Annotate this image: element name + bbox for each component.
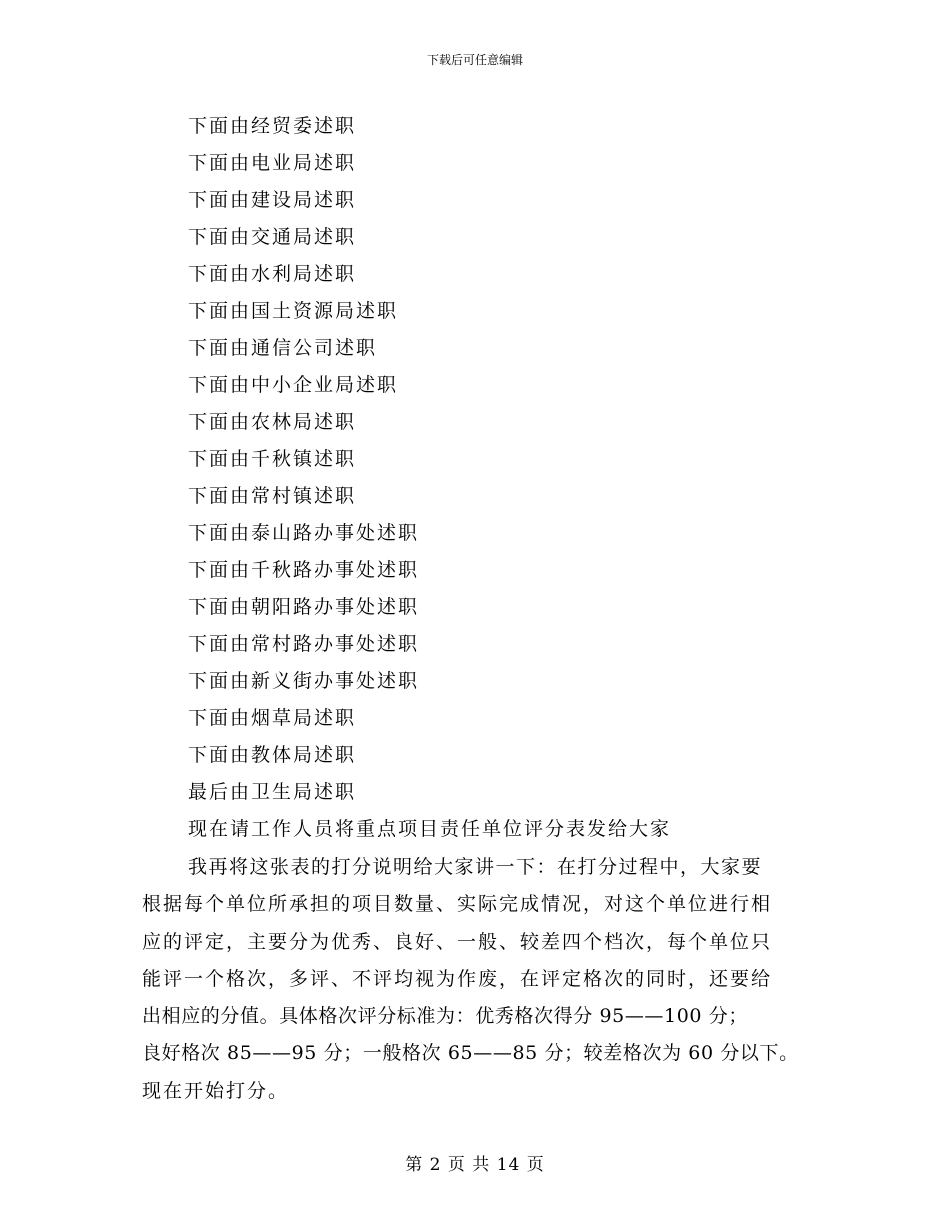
paragraph-line: 根据每个单位所承担的项目数量、实际完成情况，对这个单位进行相 [142, 893, 773, 916]
paragraph-line: 出相应的分值。具体格次评分标准为：优秀格次得分 95——100 分； [142, 1005, 748, 1028]
list-item: 下面由教体局述职 [188, 744, 357, 766]
list-item: 下面由中小企业局述职 [188, 374, 399, 396]
list-item: 下面由泰山路办事处述职 [188, 522, 420, 544]
list-item: 下面由经贸委述职 [188, 115, 357, 137]
list-item: 下面由农林局述职 [188, 411, 357, 433]
list-item: 下面由水利局述职 [188, 263, 357, 285]
list-item: 最后由卫生局述职 [188, 781, 357, 803]
page-number-footer: 第 2 页 共 14 页 [405, 1155, 545, 1175]
paragraph-line: 我再将这张表的打分说明给大家讲一下：在打分过程中，大家要 [188, 856, 763, 878]
paragraph-line: 能评一个格次，多评、不评均视为作废，在评定格次的同时，还要给 [142, 967, 773, 990]
list-item: 下面由常村路办事处述职 [188, 633, 420, 655]
list-item: 下面由建设局述职 [188, 189, 357, 211]
list-item: 下面由朝阳路办事处述职 [188, 596, 420, 618]
list-item: 下面由新义街办事处述职 [188, 670, 420, 692]
speaker-list [188, 108, 828, 848]
list-item: 下面由常村镇述职 [188, 485, 357, 507]
list-item: 下面由千秋路办事处述职 [188, 559, 420, 581]
list-item: 下面由国土资源局述职 [188, 300, 399, 322]
paragraph-line: 现在开始打分。 [142, 1079, 290, 1102]
page-header: 下载后可任意编辑 [426, 53, 523, 67]
list-item: 现在请工作人员将重点项目责任单位评分表发给大家 [188, 818, 672, 840]
list-item: 下面由电业局述职 [188, 152, 357, 174]
list-item: 下面由烟草局述职 [188, 707, 357, 729]
list-item: 下面由千秋镇述职 [188, 448, 357, 470]
list-item: 下面由通信公司述职 [188, 337, 378, 359]
paragraph-line: 应的评定，主要分为优秀、良好、一般、较差四个档次，每个单位只 [142, 930, 773, 953]
scoring-instructions-paragraph [142, 849, 812, 1110]
paragraph-line: 良好格次 85——95 分；一般格次 65——85 分；较差格次为 60 分以下。 [142, 1042, 799, 1065]
list-item: 下面由交通局述职 [188, 226, 357, 248]
